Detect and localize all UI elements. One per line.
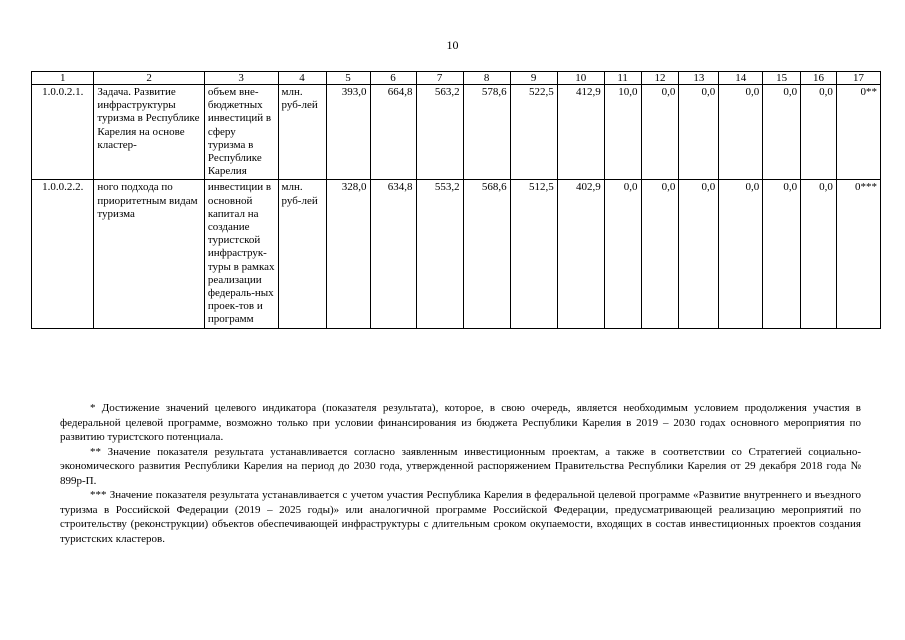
column-header: 9 [510,72,557,85]
value-cell: 0,0 [763,180,801,328]
value-cell: 0*** [836,180,880,328]
task-name: Задача. Развитие инфраструктуры туризма в Республике Карелия на основе кластер- [94,85,204,180]
value-cell: 578,6 [463,85,510,180]
value-cell: 0,0 [641,180,679,328]
footnote-1: * Достижение значений целевого индикатора (показателя результата), которое, в свою очередь, является необходимым условием продолжения участия в федеральной целевой программе, возможно только при условии финансирования из бюджета Республики Карелия в 2019 – 2030 годах основного мероприятия по развитию туристского потенциала. [60,402,861,443]
table-row [32,180,881,328]
unit: млн. руб-лей [278,180,326,328]
column-header: 8 [463,72,510,85]
table-row [32,85,881,180]
footnote-2: ** Значение показателя результата устанавливается согласно заявленным инвестиционным проектам, а также в соответствии со Стратегией социально-экономического развития Республики Карелия на период до 2030 года, утвержденной распоряжением Правительства Республики Карелия от 29 декабря 2018 года № 899р-П. [60,445,861,487]
column-header: 1 [32,72,94,85]
column-header: 12 [641,72,679,85]
column-header: 11 [604,72,641,85]
value-cell: 0** [836,85,880,180]
footnotes [60,401,861,546]
value-cell: 664,8 [370,85,416,180]
row-code: 1.0.0.2.1. [32,85,94,180]
column-header: 5 [326,72,370,85]
value-cell: 0,0 [763,85,801,180]
value-cell: 393,0 [326,85,370,180]
row-code: 1.0.0.2.2. [32,180,94,328]
value-cell: 0,0 [801,85,837,180]
column-header: 3 [204,72,278,85]
value-cell: 402,9 [557,180,604,328]
value-cell: 0,0 [719,180,763,328]
value-cell: 0,0 [604,180,641,328]
page-number: 10 [446,38,459,52]
header-row [32,72,881,85]
column-header: 17 [836,72,880,85]
value-cell: 512,5 [510,180,557,328]
value-cell: 328,0 [326,180,370,328]
indicators-table [31,71,881,329]
column-header: 15 [763,72,801,85]
value-cell: 522,5 [510,85,557,180]
column-header: 13 [679,72,719,85]
task-name: ного подхода по приоритетным видам туризма [94,180,204,328]
value-cell: 0,0 [801,180,837,328]
indicator-name: объем вне-бюджетных инвестиций в сферу туризма в Республике Карелия [204,85,278,180]
value-cell: 634,8 [370,180,416,328]
column-header: 6 [370,72,416,85]
value-cell: 0,0 [679,180,719,328]
value-cell: 0,0 [641,85,679,180]
column-header: 16 [801,72,837,85]
unit: млн. руб-лей [278,85,326,180]
value-cell: 10,0 [604,85,641,180]
value-cell: 0,0 [679,85,719,180]
value-cell: 563,2 [416,85,463,180]
column-header: 7 [416,72,463,85]
column-header: 14 [719,72,763,85]
indicator-name: инвестиции в основной капитал на создание туристской инфраструк-туры в рамках реализации федераль-ных проек-тов и программ [204,180,278,328]
footnote-3: *** Значение показателя результата устанавливается с учетом участия Республика Карелия в федеральной целевой программе «Развитие внутреннего и въездного туризма в Российской Федерации (2019 – 2025 годы)» или аналогичной программе Российской Федерации, предусматривающей реализацию мероприятий по строительству (реконструкции) объектов обеспечивающей инфраструктуры с длительным сроком окупаемости, входящих в состав инвестиционных проектов создания туристских кластеров. [60,489,861,545]
value-cell: 412,9 [557,85,604,180]
column-header: 10 [557,72,604,85]
column-header: 2 [94,72,204,85]
column-header: 4 [278,72,326,85]
value-cell: 568,6 [463,180,510,328]
value-cell: 0,0 [719,85,763,180]
value-cell: 553,2 [416,180,463,328]
